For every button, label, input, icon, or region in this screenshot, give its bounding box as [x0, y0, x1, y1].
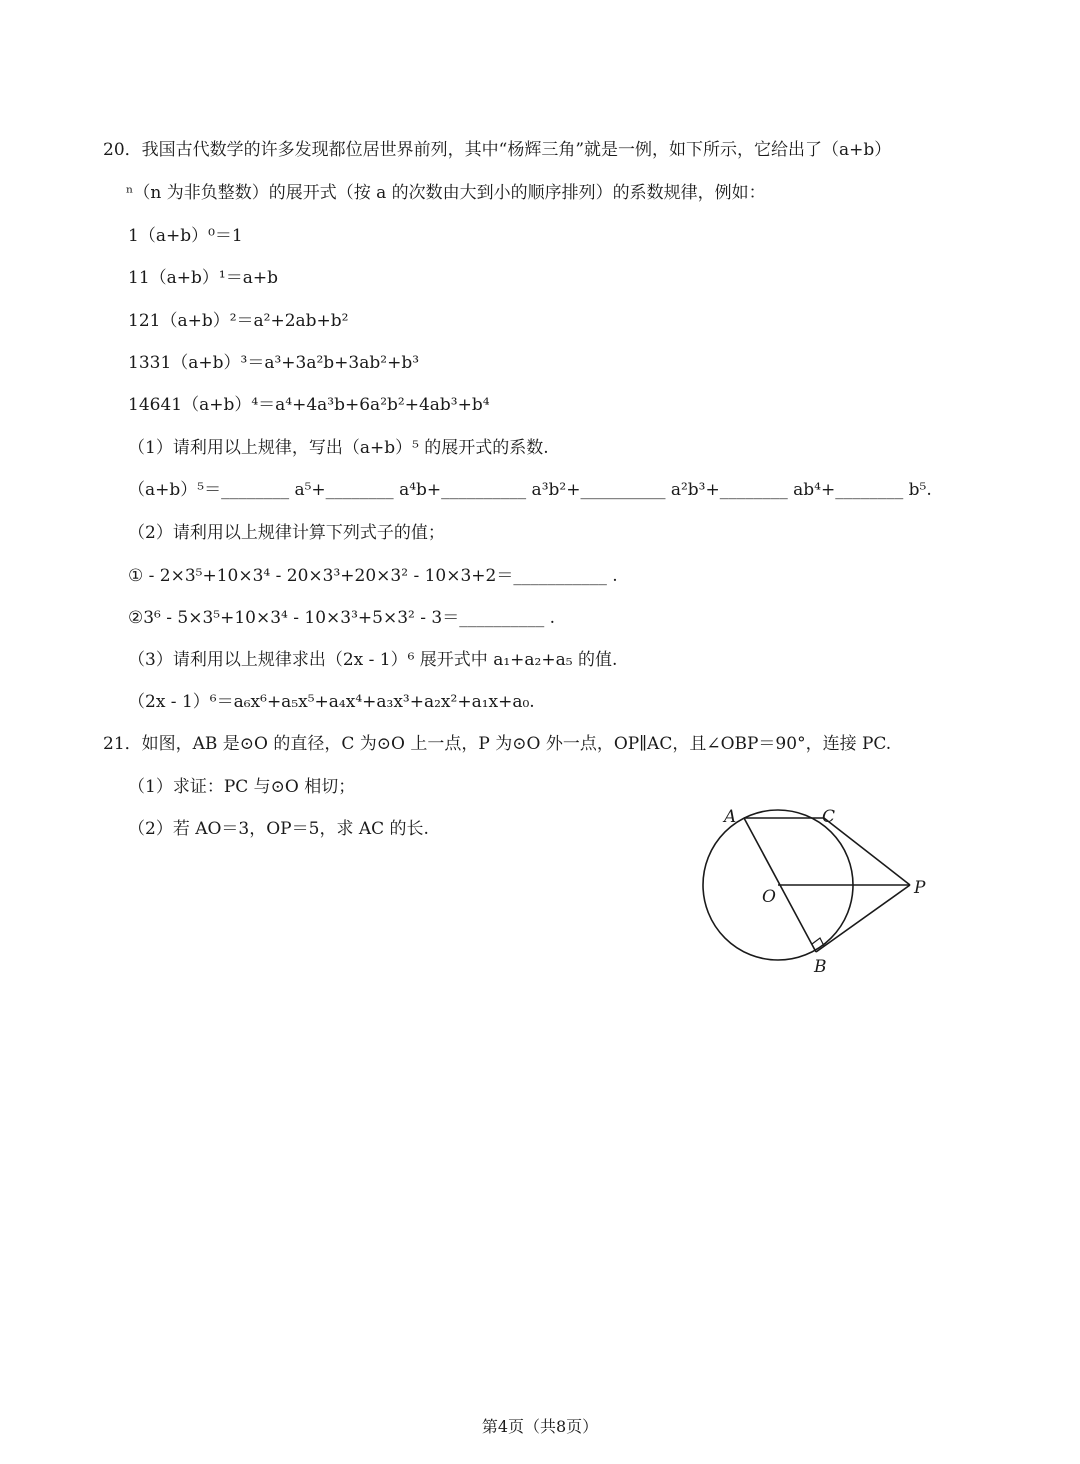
q20-part2-item1: ① - 2×3⁵+10×3⁴ - 20×3³+20×3² - 10×3+2＝___________ .	[128, 566, 618, 586]
label-o: O	[762, 887, 776, 907]
q20-part1-prompt: （1）请利用以上规律，写出（a+b）⁵ 的展开式的系数.	[128, 438, 549, 458]
q20-row-3: 1331（a+b）³＝a³+3a²b+3ab²+b³	[128, 353, 420, 373]
q21-part2: （2）若 AO＝3，OP＝5，求 AC 的长.	[128, 819, 429, 839]
q21-intro: 21．如图，AB 是⊙O 的直径，C 为⊙O 上一点，P 为⊙O 外一点，OP∥AC，且∠OBP＝90°，连接 PC.	[103, 734, 892, 754]
page-footer: 第4页（共8页）	[481, 1417, 599, 1436]
q20-row-0: 1（a+b）⁰＝1	[128, 226, 243, 246]
geometry-figure	[700, 800, 940, 980]
q20-part2-item2: ②3⁶ - 5×3⁵+10×3⁴ - 10×3³+5×3² - 3＝__________ .	[128, 608, 556, 628]
q20-part3-prompt: （3）请利用以上规律求出（2x - 1）⁶ 展开式中 a₁+a₂+a₅ 的值.	[128, 650, 618, 670]
segment-cp	[824, 818, 910, 885]
q20-part1-answer: （a+b）⁵＝________ a⁵+________ a⁴b+__________ a³b²+__________ a²b³+________ ab⁴+________ b⁵.	[128, 480, 932, 500]
q20-part3-expansion: （2x - 1）⁶＝a₆x⁶+a₅x⁵+a₄x⁴+a₃x³+a₂x²+a₁x+a₀.	[128, 692, 535, 712]
circle-tangent-diagram	[700, 800, 940, 980]
q20-intro-line2: ⁿ（n 为非负整数）的展开式（按 a 的次数由大到小的顺序排列）的系数规律，例如：	[126, 183, 766, 203]
label-a: A	[724, 807, 737, 827]
q20-row-1: 11（a+b）¹＝a+b	[128, 268, 278, 288]
label-b: B	[814, 957, 827, 977]
segment-bp	[816, 885, 910, 952]
label-p: P	[914, 878, 926, 898]
q21-part1: （1）求证：PC 与⊙O 相切；	[128, 777, 356, 797]
label-c: C	[822, 807, 836, 827]
q20-part2-prompt: （2）请利用以上规律计算下列式子的值；	[128, 523, 445, 543]
q20-row-4: 14641（a+b）⁴＝a⁴+4a³b+6a²b²+4ab³+b⁴	[128, 395, 490, 415]
q20-intro-line1: 20．我国古代数学的许多发现都位居世界前列，其中“杨辉三角”就是一例，如下所示，它给出了（a+b）	[103, 140, 892, 160]
q20-row-2: 121（a+b）²＝a²+2ab+b²	[128, 311, 349, 331]
